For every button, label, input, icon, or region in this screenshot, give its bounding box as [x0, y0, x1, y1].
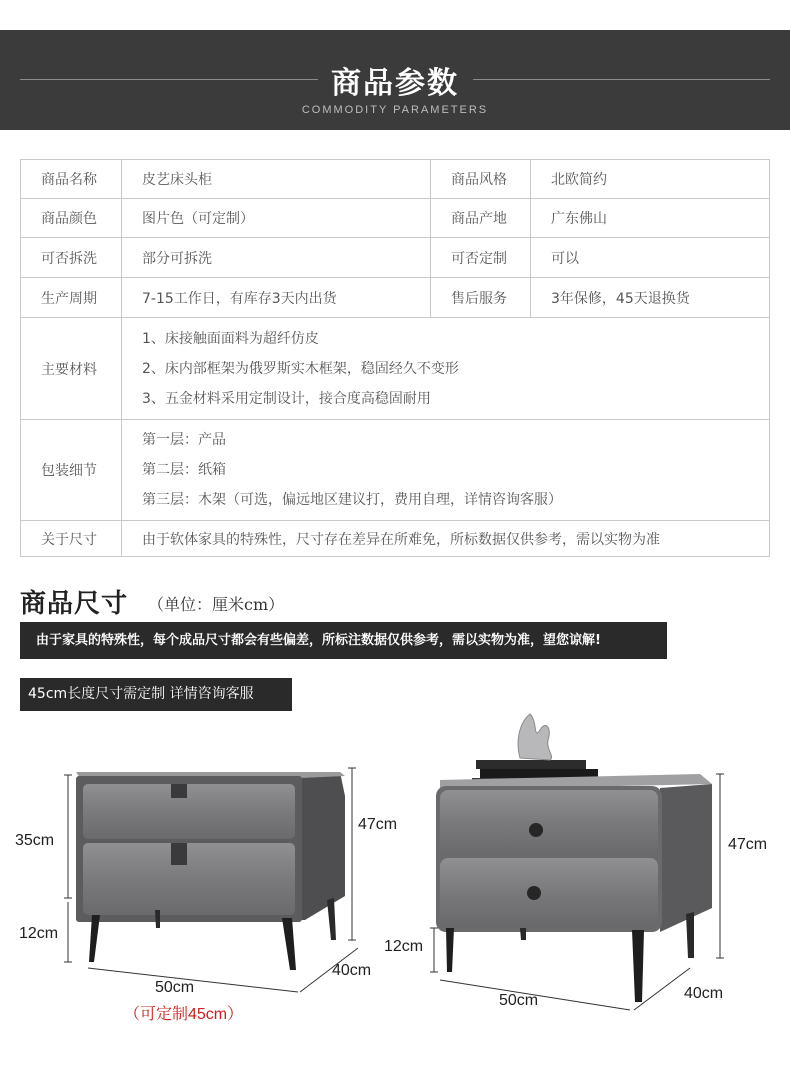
param-label: 可否定制: [431, 238, 531, 278]
param-value: 部分可拆洗: [122, 238, 431, 278]
dimension-label: 47cm: [728, 836, 768, 853]
list-item: 2、床内部框架为俄罗斯实木框架，稳固经久不变形: [142, 360, 459, 377]
param-label: 可否拆洗: [21, 238, 122, 278]
dimension-label: 35cm: [15, 832, 55, 849]
dimension-label: 40cm: [684, 985, 724, 1002]
custom-size-tag: 45cm长度尺寸需定制 详情咨询客服: [20, 678, 292, 711]
left-nightstand-image: [76, 772, 345, 970]
param-value: 由于软体家具的特殊性，尺寸存在差异在所难免，所标数据仅供参考，需以实物为准: [122, 521, 770, 557]
dimension-drawing: [0, 700, 790, 1040]
list-item: 第一层：产品: [142, 432, 226, 448]
param-value: 皮艺床头柜: [122, 160, 431, 199]
packaging-list: [122, 420, 770, 521]
table-row: [21, 278, 770, 318]
custom-width-label: （可定制45cm）: [124, 1006, 244, 1023]
section-title: 商品参数: [331, 66, 459, 101]
dimension-label: 50cm: [499, 992, 539, 1009]
table-row: [21, 318, 770, 420]
list-item: 第二层：纸箱: [142, 462, 226, 478]
dimension-label: 47cm: [358, 816, 398, 833]
section-subtitle: COMMODITY PARAMETERS: [301, 104, 489, 116]
param-label: 包装细节: [21, 420, 122, 521]
param-label: 主要材料: [21, 318, 122, 420]
dimension-label: 40cm: [332, 962, 372, 979]
param-value: 北欧简约: [531, 160, 770, 199]
param-label: 商品产地: [431, 199, 531, 238]
table-row: [21, 160, 770, 199]
list-item: 3、五金材料采用定制设计，接合度高稳固耐用: [142, 390, 431, 407]
param-label: 售后服务: [431, 278, 531, 318]
list-item: 第三层：木架（可选，偏远地区建议打，费用自理，详情咨询客服）: [142, 492, 562, 508]
size-section-title: 商品尺寸: [20, 589, 129, 619]
dimension-label: 12cm: [19, 925, 59, 942]
param-value: 图片色（可定制）: [122, 199, 431, 238]
param-label: 生产周期: [21, 278, 122, 318]
table-row: [21, 420, 770, 521]
section-header: [0, 30, 790, 130]
list-item: 1、床接触面面料为超纤仿皮: [142, 330, 319, 347]
param-value: 广东佛山: [531, 199, 770, 238]
table-row: [21, 521, 770, 557]
param-value: 可以: [531, 238, 770, 278]
size-unit-label: （单位：厘米cm）: [148, 595, 285, 614]
param-label: 商品风格: [431, 160, 531, 199]
param-label: 商品颜色: [21, 199, 122, 238]
table-row: [21, 199, 770, 238]
size-notice-banner: 由于家具的特殊性，每个成品尺寸都会有些偏差，所标注数据仅供参考，需以实物为准，望您谅解!: [20, 622, 667, 659]
dimension-label: 12cm: [384, 938, 424, 955]
parameter-table: [20, 159, 770, 557]
param-value: 3年保修，45天退换货: [531, 278, 770, 318]
param-label: 商品名称: [21, 160, 122, 199]
materials-list: [122, 318, 770, 420]
param-label: 关于尺寸: [21, 521, 122, 557]
param-value: 7-15工作日，有库存3天内出货: [122, 278, 431, 318]
right-nightstand-image: [436, 714, 712, 1002]
table-row: [21, 238, 770, 278]
dimension-label: 50cm: [155, 979, 195, 996]
